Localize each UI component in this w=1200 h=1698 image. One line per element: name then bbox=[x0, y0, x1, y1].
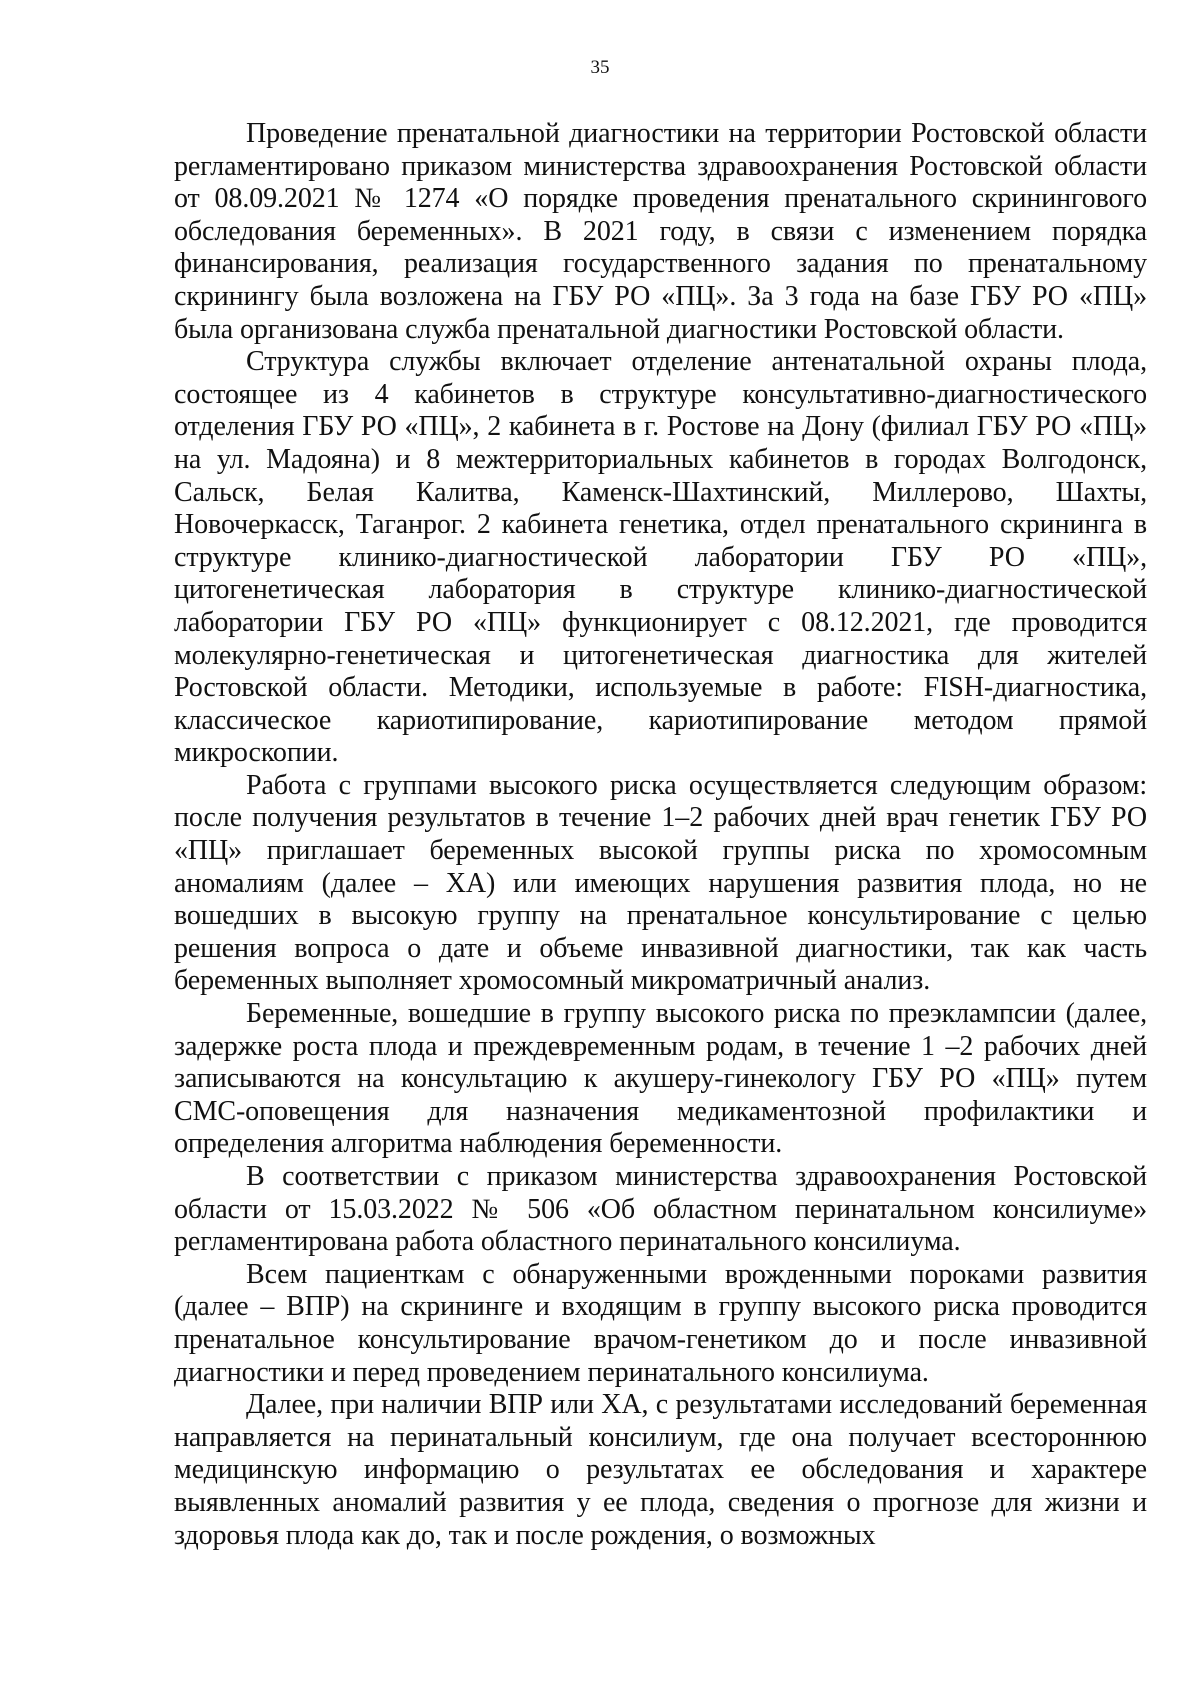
page-number: 35 bbox=[590, 57, 610, 78]
paragraph-service-structure: Структура службы включает отделение антенатальной охраны плода, состоящее из 4 кабинетов в структуре консультативно-диагностического отделения ГБУ РО «ПЦ», 2 кабинета в г. Ростове на Дону (филиал ГБУ РО «ПЦ» на ул. Мадояна) и 8 межтерриториальных кабинетов в городах Волгодонск, Сальск, Белая Калитва, Каменск-Шахтинский, Миллерово, Шахты, Новочеркасск, Таганрог. 2 кабинета генетика, отдел пренатального скрининга в структуре клинико-диагностической лаборатории ГБУ РО «ПЦ», цитогенетическая лаборатория в структуре клинико-диагностической лаборатории ГБУ РО «ПЦ» функционирует с 08.12.2021, где проводится молекулярно-генетическая и цитогенетическая диагностика для жителей Ростовской области. Методики, используемые в работе: FISH-диагностика, классическое кариотипирование, кариотипирование методом прямой микроскопии. bbox=[174, 346, 1147, 769]
paragraph-preeclampsia-risk: Беременные, вошедшие в группу высокого риска по преэклампсии (далее, задержке роста плода и преждевременным родам, в течение 1 –2 рабочих дней записываются на консультацию к акушеру-гинекологу ГБУ РО «ПЦ» путем СМС-оповещения для назначения медикаментозной профилактики и определения алгоритма наблюдения беременности. bbox=[174, 998, 1147, 1160]
paragraph-high-risk-groups: Работа с группами высокого риска осуществляется следующим образом: после получения результатов в течение 1–2 рабочих дней врач генетик ГБУ РО «ПЦ» приглашает беременных высокой группы риска по хромосомным аномалиям (далее – ХА) или имеющих нарушения развития плода, но не вошедших в высокую группу на пренатальное консультирование с целью решения вопроса о дате и объеме инвазивной диагностики, так как часть беременных выполняет хромосомный микроматричный анализ. bbox=[174, 769, 1147, 997]
paragraph-council-referral: Далее, при наличии ВПР или ХА, с результатами исследований беременная направляется на перинатальный консилиум, где она получает всестороннюю медицинскую информацию о результатах ее обследования и характере выявленных аномалий развития у ее плода, сведения о прогнозе для жизни и здоровья плода как до, так и после рождения, о возможных bbox=[174, 1389, 1147, 1551]
paragraph-perinatal-council-order: В соответствии с приказом министерства здравоохранения Ростовской области от 15.03.2022 № 506 «Об областном перинатальном консилиуме» регламентирована работа областного перинатального консилиума. bbox=[174, 1161, 1147, 1258]
paragraph-prenatal-diagnostics-regulation: Проведение пренатальной диагностики на территории Ростовской области регламентировано приказом министерства здравоохранения Ростовской области от 08.09.2021 № 1274 «О порядке проведения пренатального скринингового обследования беременных». В 2021 году, в связи с изменением порядка финансирования, реализация государственного задания по пренатальному скринингу была возложена на ГБУ РО «ПЦ». За 3 года на базе ГБУ РО «ПЦ» была организована служба пренатальной диагностики Ростовской области. bbox=[174, 118, 1147, 345]
document-body bbox=[174, 118, 1147, 1552]
paragraph-congenital-defects-counseling: Всем пациенткам с обнаруженными врожденными пороками развития (далее – ВПР) на скрининге и входящим в группу высокого риска проводится пренатальное консультирование врачом-генетиком до и после инвазивной диагностики и перед проведением перинатального консилиума. bbox=[174, 1258, 1147, 1388]
